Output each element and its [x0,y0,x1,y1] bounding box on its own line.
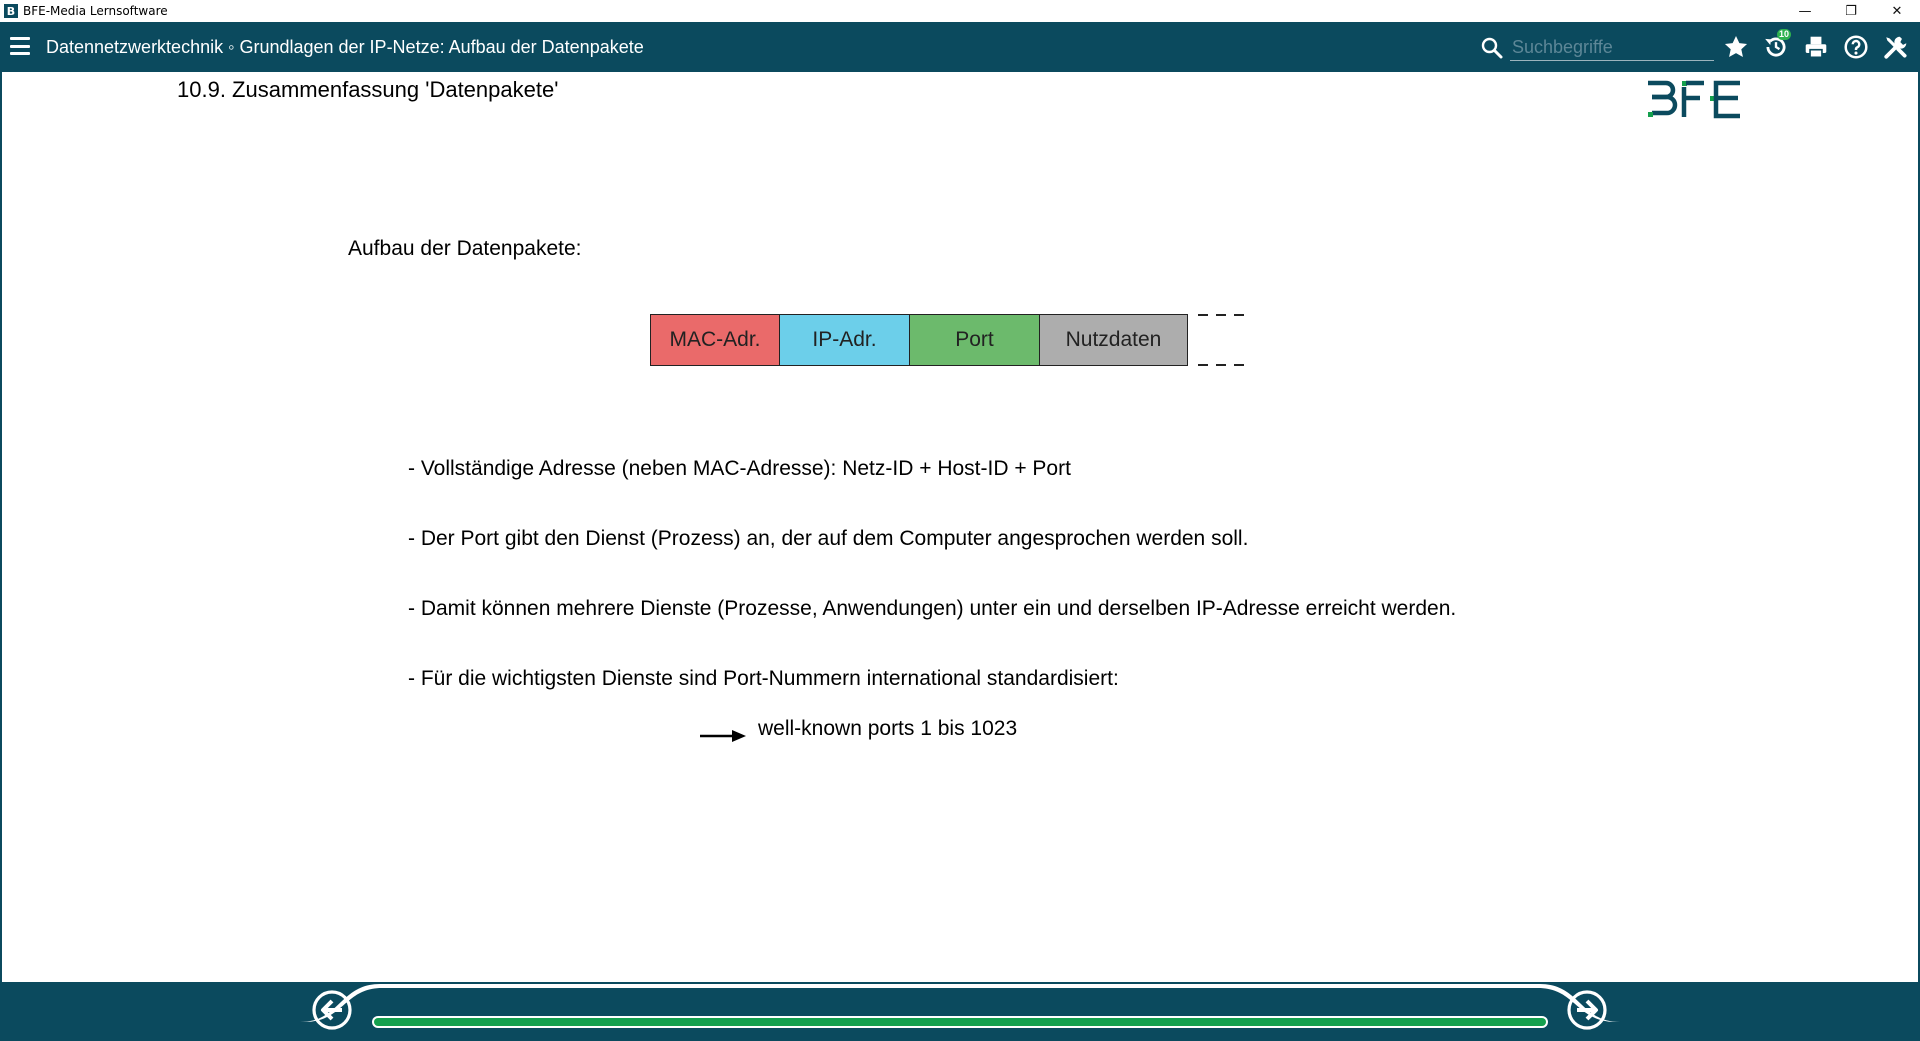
search-box [1478,32,1712,62]
bullet-item: - Vollständige Adresse (neben MAC-Adresse): Netz-ID + Host-ID + Port [408,457,1071,480]
history-button[interactable] [1760,29,1792,61]
packet-field-ip: IP-Adr. [779,314,910,366]
window-titlebar [0,0,1920,23]
breadcrumb: Datennetzwerktechnik ◦ Grundlagen der IP-Netze: Aufbau der Datenpakete [46,37,644,57]
section-heading: Aufbau der Datenpakete: [348,237,582,260]
bullet-item: - Für die wichtigsten Dienste sind Port-Nummern international standardisiert: [408,667,1119,690]
menu-icon[interactable] [10,37,30,55]
packet-continuation-dashes [1196,308,1250,372]
search-input[interactable] [1510,34,1714,61]
progress-fill [374,1018,1546,1026]
window-controls [1782,0,1920,22]
history-badge: 10 [1778,29,1789,39]
packet-field-payload: Nutzdaten [1039,314,1188,366]
app-icon: B [4,4,18,18]
top-nav-bar [0,22,1920,72]
arrow-note: well-known ports 1 bis 1023 [758,717,1018,740]
tools-icon [1883,34,1909,60]
previous-page-button[interactable] [311,989,353,1031]
print-icon [1803,34,1829,60]
help-button[interactable] [1840,33,1872,61]
packet-field-port: Port [909,314,1040,366]
favorites-button[interactable] [1720,33,1752,61]
packet-field-mac: MAC-Adr. [650,314,780,366]
next-page-button[interactable] [1566,989,1608,1031]
bullet-item: - Der Port gibt den Dienst (Prozess) an, der auf dem Computer angesprochen werden soll. [408,527,1249,550]
close-button[interactable]: ✕ [1891,3,1903,19]
page-title: 10.9. Zusammenfassung 'Datenpakete' [177,77,559,102]
bfe-logo [1646,79,1742,121]
bullet-item: - Damit können mehrere Dienste (Prozesse, Anwendungen) unter ein und derselben IP-Adresse erreicht werden. [408,597,1457,620]
star-icon [1723,34,1749,60]
minimize-button[interactable]: — [1798,3,1812,19]
search-icon[interactable] [1480,36,1504,60]
tools-button[interactable] [1880,33,1912,61]
print-button[interactable] [1800,33,1832,61]
arrow-right-icon [698,719,750,749]
packet-diagram [650,314,1188,366]
restore-button[interactable]: ❐ [1845,3,1857,19]
help-icon [1843,34,1869,60]
window-title: BFE-Media Lernsoftware [23,4,168,18]
